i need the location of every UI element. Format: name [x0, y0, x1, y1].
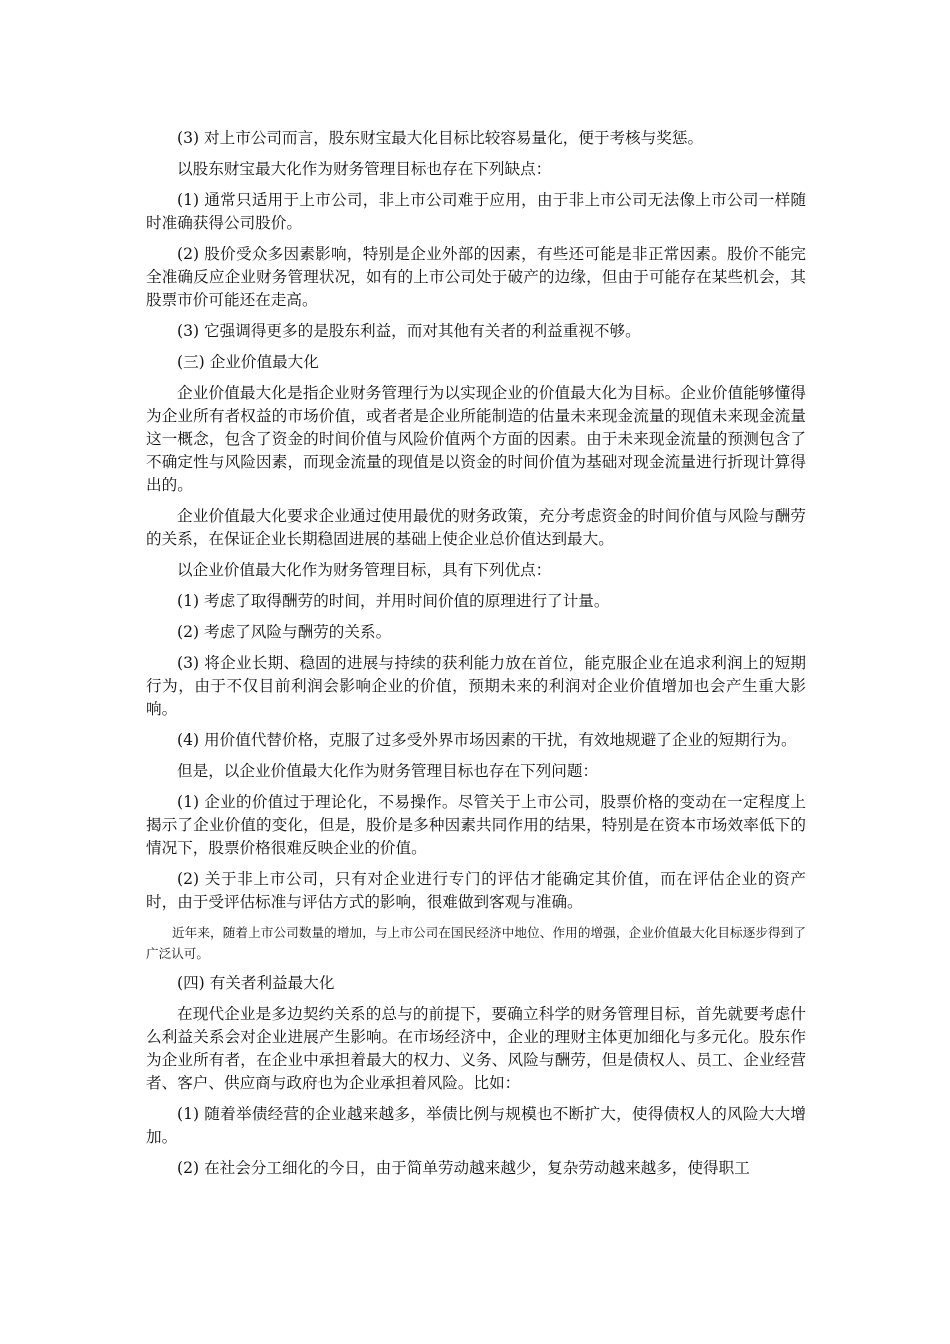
- paragraph: (4) 用价值代替价格，克服了过多受外界市场因素的干扰，有效地规避了企业的短期行为。: [177, 731, 797, 749]
- paragraph: (3) 对上市公司而言，股东财宝最大化目标比较容易量化，便于考核与奖惩。: [177, 129, 704, 147]
- paragraph: (2) 关于非上市公司，只有对企业进行专门的评估才能确定其价值，而在评估企业的资产时，由于受评估标准与评估方式的影响，很难做到客观与准确。: [146, 870, 806, 911]
- document-body: [146, 127, 806, 1180]
- paragraph: 企业价值最大化要求企业通过使用最优的财务政策，充分考虑资金的时间价值与风险与酬劳的关系，在保证企业长期稳固进展的基础上使企业总价值达到最大。: [146, 507, 806, 548]
- paragraph: (3) 将企业长期、稳固的进展与持续的获利能力放在首位，能克服企业在追求利润上的短期行为，由于不仅目前利润会影响企业的价值，预期未来的利润对企业价值增加也会产生重大影响。: [146, 654, 806, 718]
- paragraph: (2) 股价受众多因素影响，特别是企业外部的因素，有些还可能是非正常因素。股价不能完全准确反应企业财务管理状况，如有的上市公司处于破产的边缘，但由于可能存在某些机会，其股票市价可能还在走高。: [146, 245, 806, 309]
- paragraph: (1) 考虑了取得酬劳的时间，并用时间价值的原理进行了计量。: [177, 592, 610, 610]
- paragraph: (1) 企业的价值过于理论化，不易操作。尽管关于上市公司，股票价格的变动在一定程度上揭示了企业价值的变化，但是，股价是多种因素共同作用的结果，特别是在资本市场效率低下的情况下，股票价格很难反映企业的价值。: [146, 793, 806, 857]
- paragraph: (2) 在社会分工细化的今日，由于简单劳动越来越少，复杂劳动越来越多，使得职工: [177, 1159, 750, 1177]
- paragraph: (1) 通常只适用于上市公司，非上市公司难于应用，由于非上市公司无法像上市公司一样随时准确获得公司股价。: [146, 191, 806, 232]
- paragraph: 但是，以企业价值最大化作为财务管理目标也存在下列问题：: [177, 762, 599, 780]
- paragraph: 以股东财宝最大化作为财务管理目标也存在下列缺点：: [177, 160, 552, 178]
- paragraph: (3) 它强调得更多的是股东利益，而对其他有关者的利益重视不够。: [177, 322, 641, 340]
- paragraph: (1) 随着举债经营的企业越来越多，举债比例与规模也不断扩大，使得债权人的风险大大增加。: [146, 1105, 806, 1146]
- paragraph: 企业价值最大化是指企业财务管理行为以实现企业的价值最大化为目标。企业价值能够懂得为企业所有者权益的市场价值，或者者是企业所能制造的估量未来现金流量的现值未来现金流量这一概念，包含了资金的时间价值与风险价值两个方面的因素。由于未来现金流量的预测包含了不确定性与风险因素，而现金流量的现值是以资金的时间价值为基础对现金流量进行折现计算得出的。: [146, 384, 806, 494]
- paragraph: (2) 考虑了风险与酬劳的关系。: [177, 623, 392, 641]
- paragraph: 在现代企业是多边契约关系的总与的前提下，要确立科学的财务管理目标，首先就要考虑什么利益关系会对企业进展产生影响。在市场经济中，企业的理财主体更加细化与多元化。股东作为企业所有者，在企业中承担着最大的权力、义务、风险与酬劳，但是债权人、员工、企业经营者、客户、供应商与政府也为企业承担着风险。比如：: [146, 1005, 806, 1092]
- small-note-paragraph: 近年来，随着上市公司数量的增加，与上市公司在国民经济中地位、作用的增强，企业价值最大化目标逐步得到了广泛认可。: [146, 925, 806, 961]
- paragraph: 以企业价值最大化作为财务管理目标，具有下列优点：: [177, 561, 552, 579]
- section-heading: (四) 有关者利益最大化: [177, 974, 335, 992]
- section-heading: (三) 企业价值最大化: [177, 353, 319, 371]
